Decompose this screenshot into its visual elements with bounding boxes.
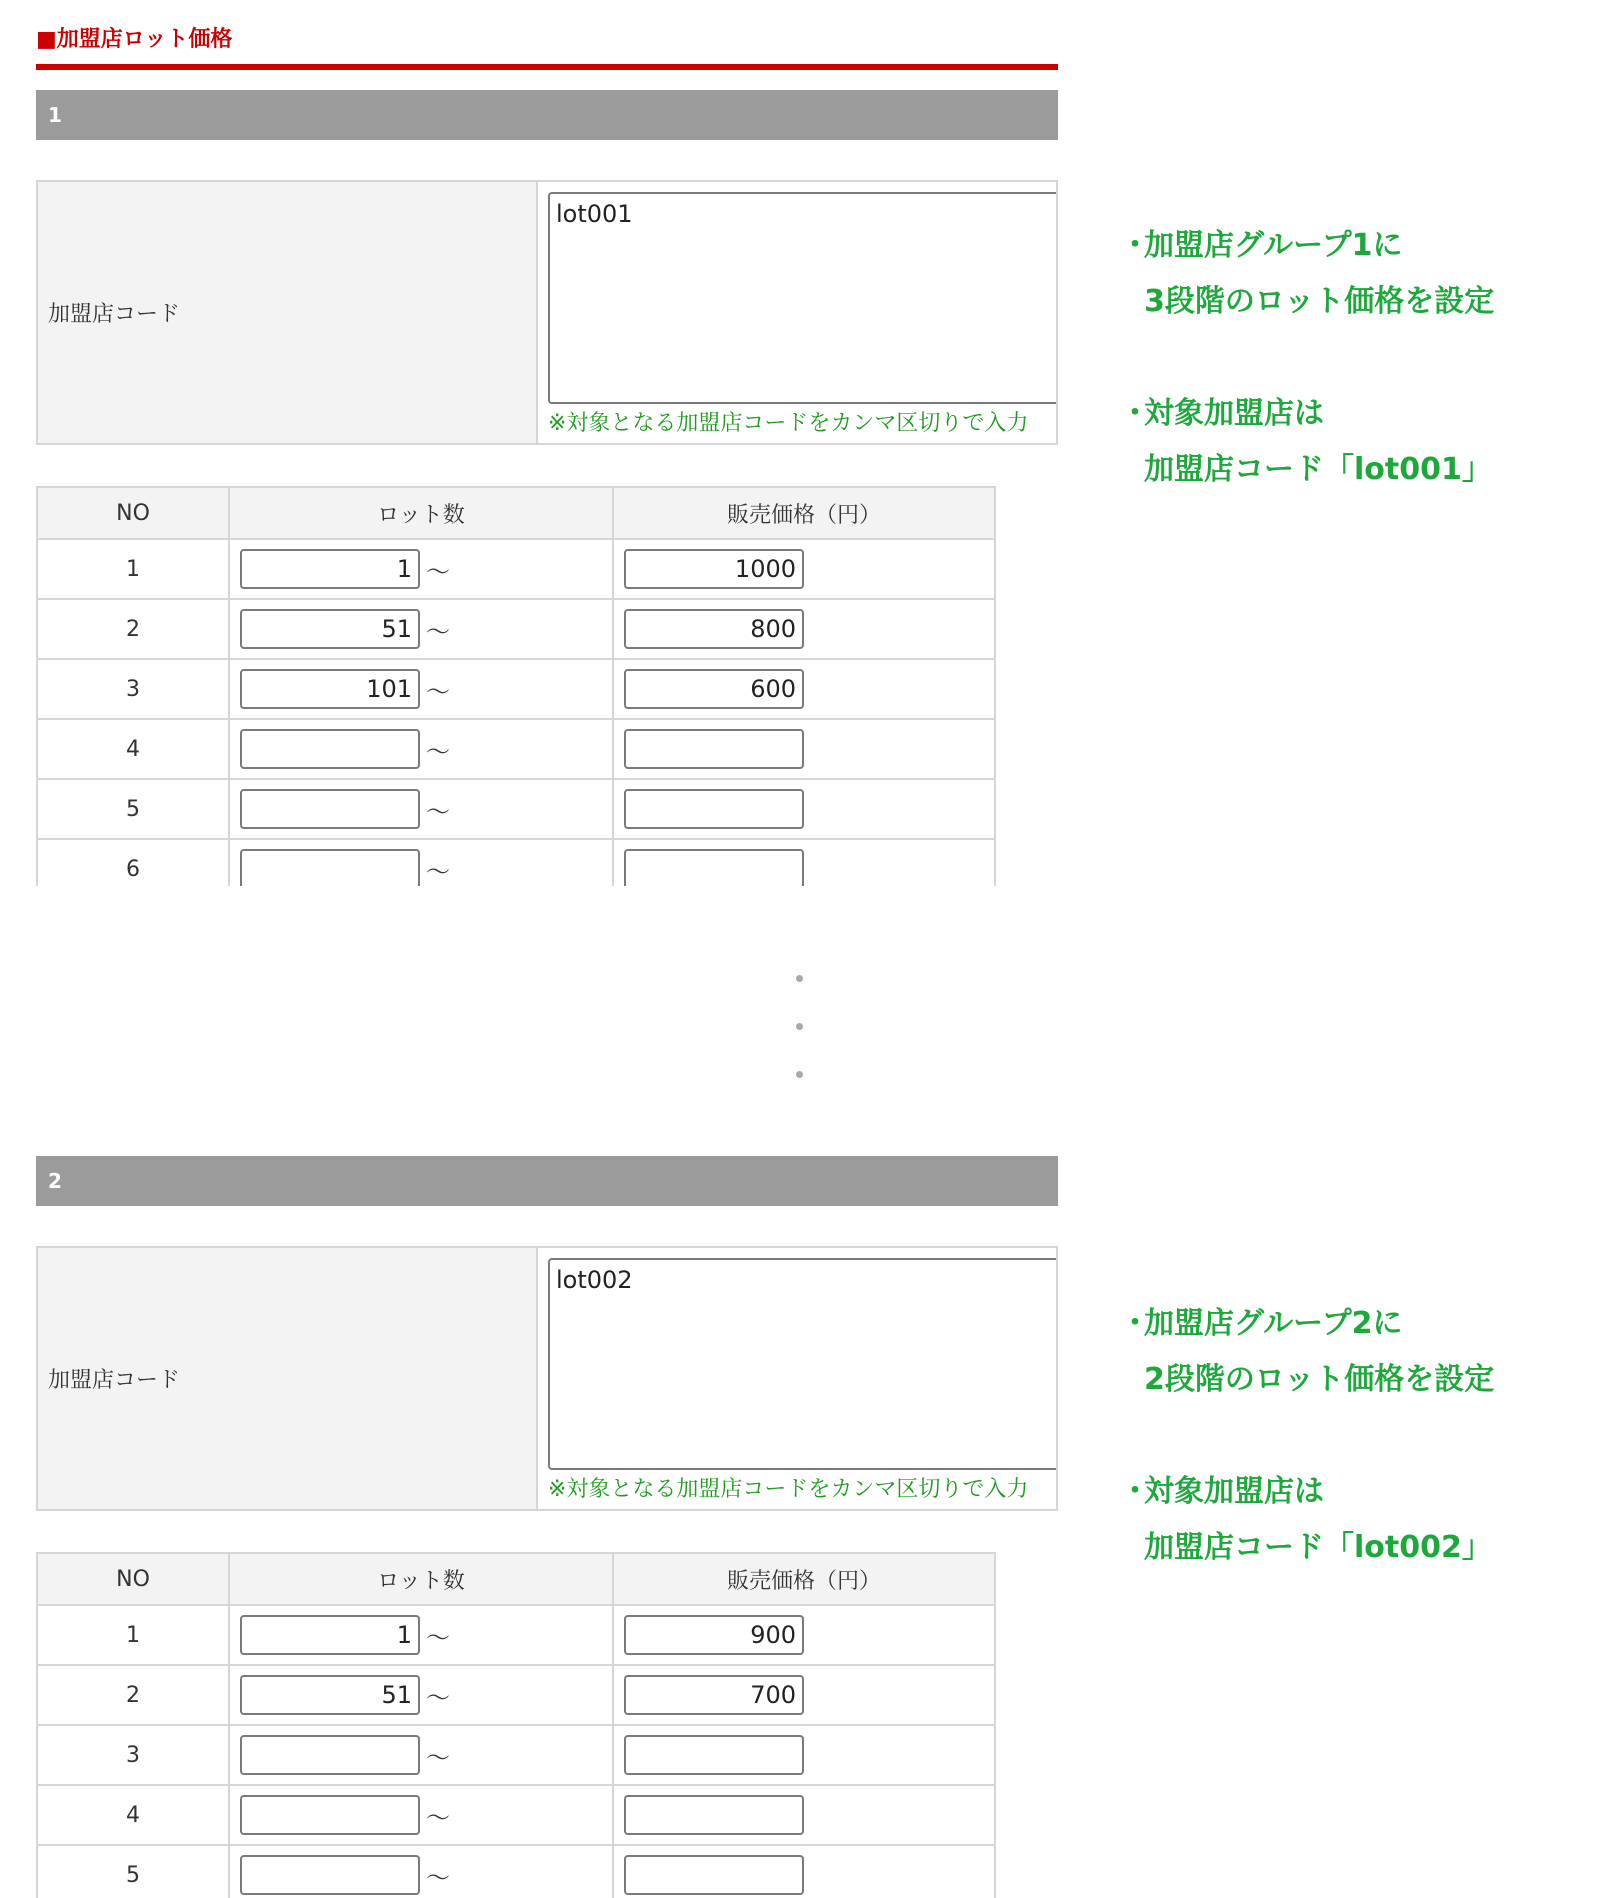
range-tilde: 〜: [426, 1803, 450, 1832]
bullet: ・: [1120, 396, 1150, 431]
range-tilde: 〜: [426, 1683, 450, 1712]
lot-cell: [229, 839, 613, 886]
group-1: [36, 90, 1058, 140]
range-tilde: 〜: [426, 1623, 450, 1652]
row-number: 6: [37, 839, 229, 886]
range-tilde: 〜: [426, 797, 450, 826]
header-lot: ロット数: [229, 487, 613, 539]
group-header: [36, 90, 1058, 140]
header-price: 販売価格（円）: [613, 487, 995, 539]
lot-cell: [229, 719, 613, 779]
range-tilde: 〜: [426, 617, 450, 646]
row-number: 2: [37, 599, 229, 659]
lot-cell: [229, 1845, 613, 1898]
lot-quantity-input[interactable]: 51: [240, 1675, 420, 1715]
range-tilde: 〜: [426, 1863, 450, 1892]
table-row: [37, 539, 995, 599]
price-cell: [613, 1725, 995, 1785]
bullet: ・: [1120, 1306, 1150, 1341]
price-input[interactable]: 1000: [624, 549, 804, 589]
code-cell: [538, 182, 1056, 443]
lot-quantity-input[interactable]: [240, 1735, 420, 1775]
lot-quantity-input[interactable]: [240, 789, 420, 829]
header-no: NO: [37, 1553, 229, 1605]
annotation-line: 加盟店コード「lot002」: [1144, 1530, 1492, 1565]
row-number: 2: [37, 1665, 229, 1725]
range-tilde: 〜: [426, 857, 450, 886]
lot-cell: [229, 1605, 613, 1665]
group-header: [36, 1156, 1058, 1206]
table-row: [37, 1785, 995, 1845]
row-number: 5: [37, 779, 229, 839]
lot-cell: [229, 599, 613, 659]
price-input[interactable]: [624, 1735, 804, 1775]
price-input[interactable]: [624, 729, 804, 769]
group-number: 1: [48, 103, 62, 127]
price-cell: [613, 779, 995, 839]
annotation-line: 加盟店グループ1に: [1144, 228, 1403, 263]
price-cell: [613, 659, 995, 719]
annotation-group2-stores: [1120, 1464, 1492, 1576]
code-table: [36, 180, 1058, 445]
annotation-line: 2段階のロット価格を設定: [1144, 1362, 1495, 1397]
group-2: [36, 1156, 1058, 1206]
range-tilde: 〜: [426, 557, 450, 586]
table-header-row: [37, 487, 995, 539]
annotation-line: 加盟店グループ2に: [1144, 1306, 1403, 1341]
bullet: ・: [1120, 1474, 1150, 1509]
lot-cell: [229, 539, 613, 599]
section-title: ■加盟店ロット価格: [36, 27, 233, 52]
group-2-lot-clip: [36, 1552, 1066, 1898]
store-code-textarea[interactable]: lot002: [548, 1258, 1058, 1470]
price-input[interactable]: [624, 789, 804, 829]
lot-quantity-input[interactable]: 1: [240, 549, 420, 589]
header-lot: ロット数: [229, 1553, 613, 1605]
lot-cell: [229, 1665, 613, 1725]
price-input[interactable]: [624, 849, 804, 886]
dot: [796, 1071, 803, 1078]
price-input[interactable]: 800: [624, 609, 804, 649]
lot-quantity-input[interactable]: [240, 1795, 420, 1835]
lot-quantity-input[interactable]: [240, 729, 420, 769]
code-note: ※対象となる加盟店コードをカンマ区切りで入力: [548, 411, 1029, 436]
group-1-code-clip: [36, 180, 1066, 448]
bullet: ・: [1120, 228, 1150, 263]
price-cell: [613, 1605, 995, 1665]
lot-price-table: [36, 486, 996, 886]
range-tilde: 〜: [426, 1743, 450, 1772]
table-row: [37, 1605, 995, 1665]
price-cell: [613, 599, 995, 659]
range-tilde: 〜: [426, 677, 450, 706]
group-1-lot-clip: [36, 486, 1066, 886]
price-cell: [613, 1785, 995, 1845]
price-cell: [613, 719, 995, 779]
price-input[interactable]: 900: [624, 1615, 804, 1655]
table-row: [37, 779, 995, 839]
table-header-row: [37, 1553, 995, 1605]
annotation-group1-tiers: [1120, 218, 1494, 330]
annotation-line: 加盟店コード「lot001」: [1144, 452, 1492, 487]
price-input[interactable]: 700: [624, 1675, 804, 1715]
price-cell: [613, 1845, 995, 1898]
price-input[interactable]: [624, 1795, 804, 1835]
row-number: 5: [37, 1845, 229, 1898]
annotation-group1-stores: [1120, 386, 1492, 498]
table-row: [37, 1665, 995, 1725]
ellipsis-dots: [796, 975, 808, 1119]
lot-price-table: [36, 1552, 996, 1898]
group-2-code-clip: [36, 1246, 1066, 1514]
price-cell: [613, 539, 995, 599]
table-row: [37, 1725, 995, 1785]
range-tilde: 〜: [426, 737, 450, 766]
lot-cell: [229, 659, 613, 719]
row-number: 3: [37, 1725, 229, 1785]
code-note: ※対象となる加盟店コードをカンマ区切りで入力: [548, 1477, 1029, 1502]
row-number: 4: [37, 719, 229, 779]
row-number: 3: [37, 659, 229, 719]
table-row: [37, 599, 995, 659]
dot: [796, 1023, 803, 1030]
section-divider: [36, 64, 1058, 70]
annotation-line: 3段階のロット価格を設定: [1144, 284, 1495, 319]
row-number: 1: [37, 539, 229, 599]
price-cell: [613, 839, 995, 886]
lot-quantity-input[interactable]: [240, 1855, 420, 1895]
price-input[interactable]: [624, 1855, 804, 1895]
table-row: [37, 719, 995, 779]
code-label: 加盟店コード: [38, 182, 538, 443]
annotation-line: 対象加盟店は: [1144, 1474, 1324, 1509]
lot-quantity-input[interactable]: [240, 849, 420, 886]
annotation-line: 対象加盟店は: [1144, 396, 1324, 431]
row-number: 1: [37, 1605, 229, 1665]
lot-cell: [229, 779, 613, 839]
table-row: [37, 1845, 995, 1898]
code-table: [36, 1246, 1058, 1511]
group-number: 2: [48, 1169, 62, 1193]
lot-quantity-input[interactable]: 51: [240, 609, 420, 649]
table-row: [37, 659, 995, 719]
code-label: 加盟店コード: [38, 1248, 538, 1509]
row-number: 4: [37, 1785, 229, 1845]
code-cell: [538, 1248, 1056, 1509]
table-row: [37, 839, 995, 886]
price-input[interactable]: 600: [624, 669, 804, 709]
price-cell: [613, 1665, 995, 1725]
header-no: NO: [37, 487, 229, 539]
annotation-group2-tiers: [1120, 1296, 1494, 1408]
lot-quantity-input[interactable]: 101: [240, 669, 420, 709]
header-price: 販売価格（円）: [613, 1553, 995, 1605]
dot: [796, 975, 803, 982]
lot-quantity-input[interactable]: 1: [240, 1615, 420, 1655]
store-code-textarea[interactable]: lot001: [548, 192, 1058, 404]
lot-cell: [229, 1725, 613, 1785]
lot-cell: [229, 1785, 613, 1845]
